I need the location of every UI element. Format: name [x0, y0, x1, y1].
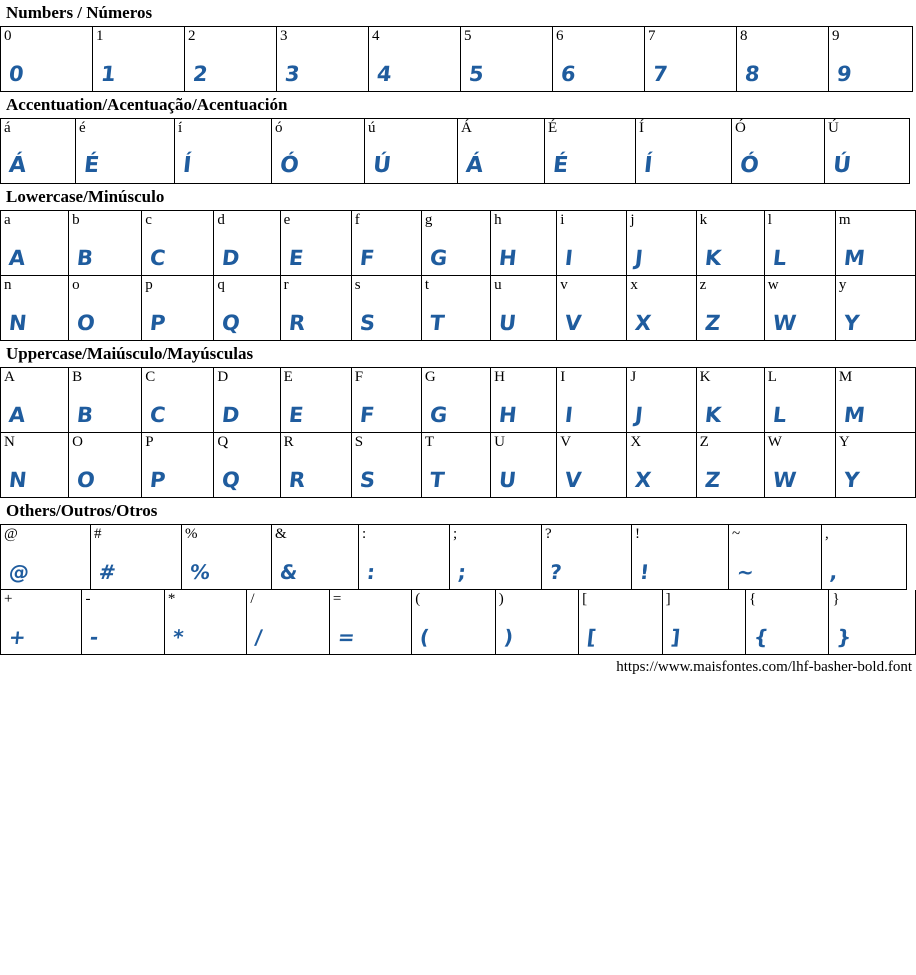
glyph-cell	[835, 433, 915, 498]
glyph-cell	[645, 27, 737, 92]
glyph-label: o	[72, 277, 80, 293]
glyph-sample: +	[7, 625, 28, 649]
glyph-sample: Y	[842, 311, 861, 335]
table-row	[1, 433, 916, 498]
glyph-sample: P	[149, 468, 168, 492]
glyph-label: +	[4, 591, 13, 607]
glyph-label: t	[424, 277, 430, 293]
glyph-cell	[557, 433, 627, 498]
glyph-sample: 8	[743, 62, 762, 86]
glyph-cell	[1, 276, 69, 341]
glyph-label: &	[275, 526, 287, 542]
glyph-label: m	[838, 212, 851, 228]
glyph-label: l	[767, 212, 772, 228]
glyph-cell	[280, 433, 351, 498]
glyph-sample: Q	[221, 468, 243, 492]
glyph-sample: R	[287, 468, 307, 492]
glyph-label: q	[217, 277, 225, 293]
glyph-sample: I	[564, 403, 575, 427]
glyph-sample: J	[634, 246, 646, 270]
glyph-label: Z	[699, 434, 709, 450]
glyph-sample: T	[428, 311, 446, 335]
glyph-sample: Z	[703, 311, 722, 335]
section-title-uppercase: Uppercase/Maiúsculo/Mayúsculas	[6, 344, 254, 363]
glyph-sample: Q	[221, 311, 243, 335]
glyph-cell	[164, 590, 246, 655]
glyph-sample: W	[771, 468, 798, 492]
glyph-sample: E	[287, 246, 305, 270]
glyph-cell	[557, 368, 627, 433]
glyph-sample: 5	[467, 62, 486, 86]
glyph-label: ,	[825, 526, 829, 542]
glyph-label: E	[283, 369, 293, 385]
glyph-cell	[351, 368, 421, 433]
glyph-sample: [	[585, 625, 599, 649]
glyph-cell	[272, 119, 365, 184]
glyph-label: %	[185, 526, 198, 542]
glyph-cell	[69, 211, 142, 276]
glyph-sample: %	[188, 560, 212, 584]
glyph-label: W	[767, 434, 782, 450]
glyph-sample: F	[358, 246, 376, 270]
glyph-sample: D	[221, 403, 242, 427]
glyph-label: É	[548, 120, 558, 136]
glyph-label: é	[79, 120, 86, 136]
glyph-label: B	[72, 369, 83, 385]
section-title-accentuation: Accentuation/Acentuação/Acentuación	[6, 95, 288, 114]
glyph-label: [	[582, 591, 588, 607]
table-row	[1, 27, 913, 92]
glyph-cell	[280, 276, 351, 341]
glyph-label: 5	[464, 28, 472, 44]
glyph-cell	[280, 368, 351, 433]
glyph-label: *	[167, 591, 176, 607]
glyph-cell	[69, 433, 142, 498]
glyph-cell	[214, 433, 280, 498]
glyph-cell	[1, 525, 91, 590]
glyph-cell	[696, 433, 764, 498]
glyph-sample: S	[358, 468, 377, 492]
glyph-label: ó	[275, 120, 283, 136]
glyph-sample: ;	[456, 560, 468, 584]
glyph-label: f	[354, 212, 360, 228]
glyph-label: j	[630, 212, 635, 228]
glyph-sample: 3	[283, 62, 302, 86]
glyph-cell	[142, 211, 214, 276]
glyph-label: 1	[96, 28, 104, 44]
glyph-sample: {	[752, 625, 771, 649]
glyph-sample: =	[336, 625, 357, 649]
section-title-numbers: Numbers / Números	[6, 3, 153, 22]
glyph-sample: 6	[559, 62, 578, 86]
glyph-label: ?	[545, 526, 552, 542]
glyph-cell	[76, 119, 175, 184]
glyph-cell	[351, 276, 421, 341]
glyph-cell	[764, 433, 835, 498]
glyph-label: @	[4, 526, 18, 542]
table-row	[1, 525, 907, 590]
glyph-cell	[91, 525, 182, 590]
section-title-others: Others/Outros/Otros	[6, 501, 158, 520]
glyph-sample: N	[7, 468, 29, 492]
glyph-label: x	[630, 277, 638, 293]
glyph-table-numbers	[0, 26, 913, 92]
glyph-sample: @	[7, 560, 31, 584]
glyph-cell	[369, 27, 461, 92]
glyph-label: {	[749, 591, 757, 607]
glyph-sample: }	[836, 625, 854, 649]
glyph-cell	[627, 276, 696, 341]
glyph-label: 3	[280, 28, 288, 44]
glyph-cell	[421, 276, 490, 341]
glyph-label: ~	[732, 526, 741, 542]
glyph-cell	[696, 276, 764, 341]
glyph-sample: 7	[651, 62, 670, 86]
glyph-label: /	[250, 591, 255, 607]
glyph-sample: L	[771, 246, 788, 270]
glyph-cell	[557, 211, 627, 276]
glyph-sample: 2	[191, 62, 210, 86]
glyph-label: J	[630, 369, 637, 385]
glyph-cell	[247, 590, 329, 655]
glyph-label: Q	[217, 434, 229, 450]
glyph-sample: 1	[99, 62, 118, 86]
glyph-sample: :	[365, 560, 377, 584]
glyph-sample: O	[75, 468, 97, 492]
glyph-cell	[69, 368, 142, 433]
glyph-sample: C	[149, 403, 168, 427]
glyph-cell	[829, 590, 916, 655]
glyph-cell	[1, 590, 82, 655]
glyph-label: G	[424, 369, 436, 385]
glyph-sample: !	[638, 560, 651, 584]
glyph-table-others	[0, 524, 907, 590]
glyph-cell	[421, 368, 490, 433]
glyph-label: I	[560, 369, 566, 385]
glyph-label: K	[699, 369, 711, 385]
glyph-sample: É	[82, 153, 101, 178]
glyph-sample: V	[564, 311, 584, 335]
glyph-sample: #	[97, 560, 118, 584]
glyph-cell	[729, 525, 822, 590]
glyph-cell	[1, 368, 69, 433]
glyph-cell	[351, 433, 421, 498]
glyph-cell	[272, 525, 359, 590]
glyph-label: 2	[188, 28, 196, 44]
glyph-label: Á	[461, 120, 472, 136]
glyph-sample: /	[254, 625, 265, 649]
glyph-label: V	[560, 434, 572, 450]
glyph-cell	[214, 276, 280, 341]
glyph-sample: ]	[669, 625, 682, 649]
glyph-cell	[277, 27, 369, 92]
glyph-label: c	[145, 212, 152, 228]
table-row	[1, 590, 916, 655]
glyph-cell	[82, 590, 164, 655]
glyph-cell	[627, 211, 696, 276]
glyph-sample: P	[149, 311, 168, 335]
glyph-label: 6	[556, 28, 564, 44]
glyph-label: 0	[4, 28, 12, 44]
glyph-label: =	[332, 591, 342, 607]
glyph-label: ;	[453, 526, 458, 542]
glyph-label: y	[838, 277, 847, 293]
glyph-sample: Ú	[831, 153, 853, 178]
glyph-sample: Á	[464, 153, 485, 178]
glyph-sample: H	[497, 403, 519, 427]
glyph-label: á	[4, 120, 11, 136]
glyph-sample: -	[89, 625, 101, 649]
glyph-label: i	[560, 212, 565, 228]
glyph-cell	[545, 119, 636, 184]
glyph-label: D	[217, 369, 229, 385]
glyph-label: #	[94, 526, 102, 542]
glyph-label: n	[4, 277, 12, 293]
glyph-label: b	[72, 212, 80, 228]
table-row	[1, 276, 916, 341]
glyph-sample: G	[428, 403, 449, 427]
glyph-sample: K	[703, 403, 723, 427]
glyph-label: 7	[648, 28, 656, 44]
glyph-sample: N	[7, 311, 29, 335]
glyph-sample: J	[634, 403, 646, 427]
glyph-label: A	[4, 369, 15, 385]
glyph-label: L	[767, 369, 777, 385]
glyph-sample: Y	[842, 468, 861, 492]
glyph-cell	[280, 211, 351, 276]
glyph-cell	[495, 590, 578, 655]
glyph-cell	[557, 276, 627, 341]
glyph-cell	[461, 27, 553, 92]
glyph-label: Í	[639, 120, 644, 136]
glyph-cell	[636, 119, 732, 184]
glyph-sample: Ó	[738, 153, 761, 178]
glyph-sample: ?	[548, 560, 564, 584]
glyph-sample: L	[771, 403, 788, 427]
glyph-sample: Ú	[371, 153, 393, 178]
glyph-label: Ú	[828, 120, 839, 136]
glyph-label: !	[635, 526, 640, 542]
section-title-lowercase: Lowercase/Minúsculo	[6, 187, 165, 206]
glyph-label: )	[498, 591, 504, 607]
glyph-sample: 9	[835, 62, 854, 86]
glyph-sample: A	[7, 403, 28, 427]
glyph-label: -	[85, 591, 91, 607]
glyph-cell	[214, 368, 280, 433]
glyph-cell	[175, 119, 272, 184]
glyph-cell	[662, 590, 745, 655]
glyph-cell	[214, 211, 280, 276]
glyph-cell	[182, 525, 272, 590]
glyph-label: Ó	[735, 120, 746, 136]
glyph-label: 4	[372, 28, 380, 44]
glyph-sample: H	[497, 246, 519, 270]
glyph-cell	[696, 211, 764, 276]
glyph-sample: X	[634, 468, 654, 492]
glyph-sample: U	[497, 468, 518, 492]
glyph-cell	[737, 27, 829, 92]
glyph-cell	[412, 590, 495, 655]
glyph-cell	[450, 525, 542, 590]
glyph-label: u	[494, 277, 502, 293]
glyph-cell	[351, 211, 421, 276]
glyph-cell	[1, 211, 69, 276]
glyph-label: r	[283, 277, 289, 293]
glyph-label: h	[494, 212, 502, 228]
glyph-cell	[829, 27, 913, 92]
glyph-label: O	[72, 434, 84, 450]
glyph-cell	[835, 276, 915, 341]
glyph-sample: K	[703, 246, 723, 270]
glyph-sample: )	[502, 625, 515, 649]
glyph-cell	[491, 276, 557, 341]
glyph-sample: D	[221, 246, 242, 270]
glyph-sample: A	[7, 246, 28, 270]
glyph-cell	[1, 27, 93, 92]
glyph-sample: S	[358, 311, 377, 335]
glyph-table-others-row2	[0, 590, 916, 655]
glyph-sample: T	[428, 468, 446, 492]
glyph-cell	[491, 211, 557, 276]
glyph-sample: Í	[181, 153, 194, 178]
glyph-label: S	[354, 434, 364, 450]
glyph-label: H	[494, 369, 505, 385]
glyph-sample: O	[75, 311, 97, 335]
glyph-label: z	[699, 277, 707, 293]
glyph-cell	[746, 590, 829, 655]
glyph-cell	[329, 590, 411, 655]
glyph-cell	[835, 211, 915, 276]
glyph-cell	[632, 525, 729, 590]
glyph-sample: I	[564, 246, 575, 270]
glyph-label: Y	[838, 434, 850, 450]
glyph-cell	[542, 525, 632, 590]
glyph-cell	[359, 525, 450, 590]
glyph-sample: 0	[7, 62, 26, 86]
glyph-label: U	[494, 434, 505, 450]
source-url[interactable]: https://www.maisfontes.com/lhf-basher-bold.font	[616, 659, 912, 675]
glyph-cell	[627, 368, 696, 433]
glyph-cell	[365, 119, 458, 184]
glyph-label: }	[832, 591, 840, 607]
glyph-label: v	[560, 277, 568, 293]
glyph-sample: G	[428, 246, 449, 270]
glyph-sample: ,	[828, 560, 840, 584]
glyph-cell	[764, 211, 835, 276]
glyph-label: g	[424, 212, 433, 228]
glyph-label: C	[145, 369, 156, 385]
glyph-sample: V	[564, 468, 584, 492]
glyph-label: X	[630, 434, 642, 450]
glyph-cell	[1, 119, 76, 184]
glyph-sample: M	[842, 403, 867, 427]
glyph-label: (	[415, 591, 421, 607]
glyph-sample: &	[278, 560, 300, 584]
glyph-label: ú	[368, 120, 376, 136]
glyph-cell	[69, 276, 142, 341]
glyph-cell	[764, 276, 835, 341]
glyph-label: M	[838, 369, 853, 385]
glyph-label: d	[217, 212, 225, 228]
glyph-cell	[1, 433, 69, 498]
glyph-label: s	[354, 277, 361, 293]
glyph-label: p	[145, 277, 153, 293]
glyph-cell	[421, 211, 490, 276]
glyph-cell	[142, 433, 214, 498]
glyph-cell	[491, 433, 557, 498]
glyph-label: T	[424, 434, 435, 450]
glyph-label: :	[362, 526, 367, 542]
glyph-sample: B	[75, 246, 95, 270]
glyph-sample: X	[634, 311, 654, 335]
glyph-cell	[835, 368, 915, 433]
glyph-label: w	[767, 277, 779, 293]
glyph-sample: B	[75, 403, 95, 427]
glyph-sample: W	[771, 311, 798, 335]
glyph-label: a	[4, 212, 11, 228]
glyph-label: R	[283, 434, 294, 450]
glyph-label: k	[699, 212, 708, 228]
glyph-sample: Á	[7, 153, 28, 178]
table-row	[1, 368, 916, 433]
glyph-sample: F	[358, 403, 376, 427]
glyph-label: 9	[832, 28, 840, 44]
table-row	[1, 119, 910, 184]
glyph-cell	[825, 119, 910, 184]
glyph-sample: Z	[703, 468, 722, 492]
glyph-sample: (	[419, 625, 432, 649]
glyph-cell	[579, 590, 662, 655]
table-row	[1, 211, 916, 276]
glyph-label: ]	[665, 591, 671, 607]
glyph-sample: Í	[642, 153, 655, 178]
glyph-cell	[696, 368, 764, 433]
glyph-label: 8	[740, 28, 748, 44]
glyph-sample: U	[497, 311, 518, 335]
glyph-sample: Ó	[278, 153, 301, 178]
glyph-sample: M	[842, 246, 867, 270]
glyph-label: e	[283, 212, 291, 228]
glyph-sample: *	[171, 625, 186, 649]
glyph-cell	[142, 368, 214, 433]
glyph-cell	[185, 27, 277, 92]
glyph-cell	[421, 433, 490, 498]
glyph-table-lowercase	[0, 210, 916, 341]
glyph-sample: C	[149, 246, 168, 270]
glyph-cell	[553, 27, 645, 92]
glyph-cell	[93, 27, 185, 92]
glyph-label: N	[4, 434, 15, 450]
glyph-cell	[764, 368, 835, 433]
glyph-label: P	[145, 434, 154, 450]
glyph-label: F	[354, 369, 364, 385]
glyph-sample: E	[287, 403, 305, 427]
glyph-cell	[142, 276, 214, 341]
glyph-table-uppercase	[0, 367, 916, 498]
glyph-table-accentuation	[0, 118, 910, 184]
glyph-cell	[491, 368, 557, 433]
glyph-sample: R	[287, 311, 307, 335]
glyph-cell	[627, 433, 696, 498]
glyph-cell	[732, 119, 825, 184]
glyph-cell	[822, 525, 907, 590]
glyph-cell	[458, 119, 545, 184]
glyph-sample: É	[551, 153, 570, 178]
glyph-label: í	[178, 120, 183, 136]
glyph-sample: ~	[735, 560, 756, 584]
glyph-sample: 4	[375, 62, 394, 86]
